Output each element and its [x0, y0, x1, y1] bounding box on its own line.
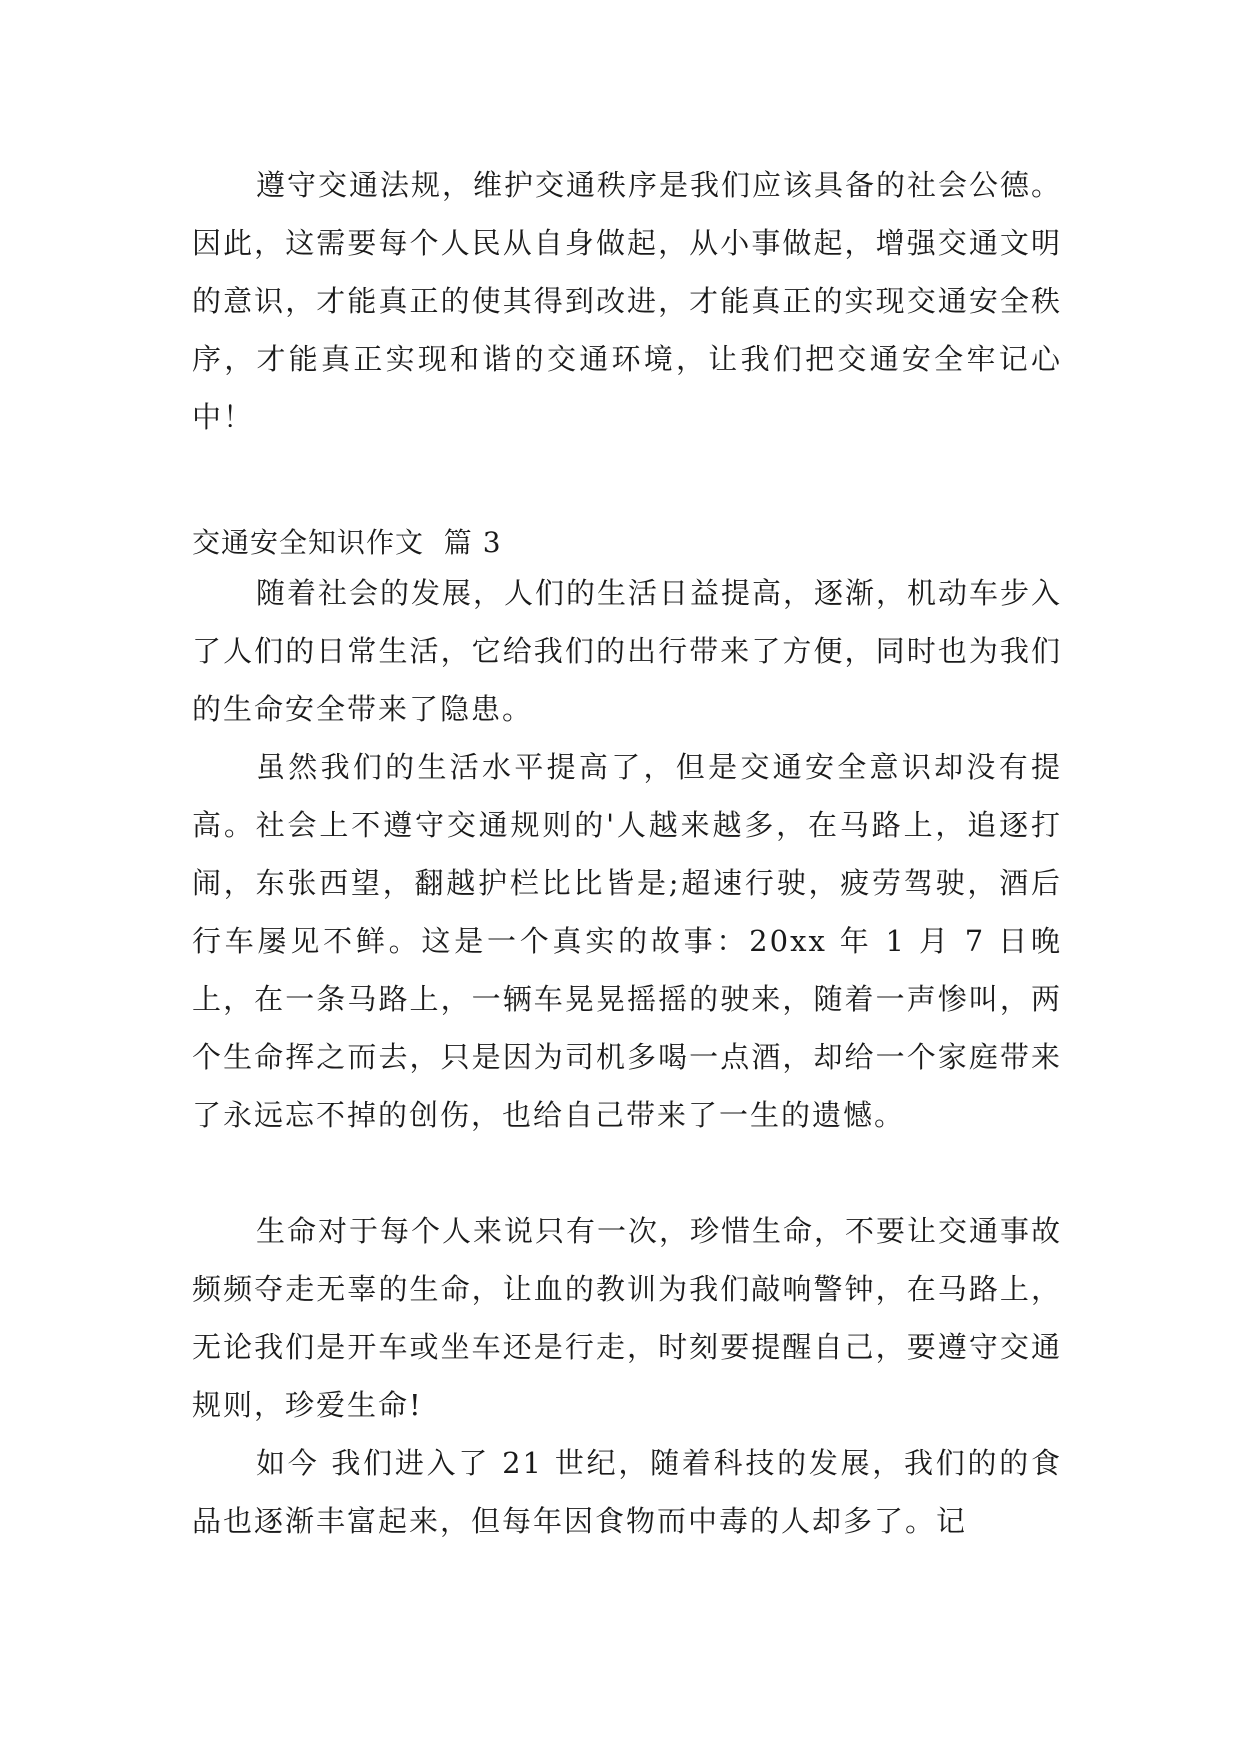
paragraph-food-safety: 如今 我们进入了 21 世纪，随着科技的发展，我们的的食品也逐渐丰富起来，但每年因食物而中毒的人却多了。记 [192, 1446, 1062, 1538]
section-heading: 交通安全知识作文 篇 3 [192, 526, 502, 559]
intro-paragraph: 遵守交通法规，维护交通秩序是我们应该具备的社会公德。因此，这需要每个人民从自身做起，从小事做起，增强交通文明的意识，才能真正的使其得到改进，才能真正的实现交通安全秩序，才能真正实现和谐的交通环境，让我们把交通安全牢记心中！ [192, 168, 1063, 434]
paragraph-safety-awareness: 虽然我们的生活水平提高了，但是交通安全意识却没有提高。社会上不遵守交通规则的'人越来越多，在马路上，追逐打闹，东张西望，翻越护栏比比皆是;超速行驶，疲劳驾驶，酒后行车屡见不鲜。这是一个真实的故事：20xx 年 1 月 7 日晚上，在一条马路上，一辆车晃晃摇摇的驶来，随着一声惨叫，两个生命挥之而去，只是因为司机多喝一点酒，却给一个家庭带来了永远忘不掉的创伤，也给自己带来了一生的遗憾。 [192, 750, 1062, 1132]
paragraph-development: 随着社会的发展，人们的生活日益提高，逐渐，机动车步入了人们的日常生活，它给我们的出行带来了方便，同时也为我们的生命安全带来了隐患。 [192, 576, 1063, 726]
paragraph-cherish-life: 生命对于每个人来说只有一次，珍惜生命，不要让交通事故频频夺走无辜的生命，让血的教训为我们敲响警钟，在马路上，无论我们是开车或坐车还是行走，时刻要提醒自己，要遵守交通规则，珍爱生命! [192, 1214, 1063, 1422]
